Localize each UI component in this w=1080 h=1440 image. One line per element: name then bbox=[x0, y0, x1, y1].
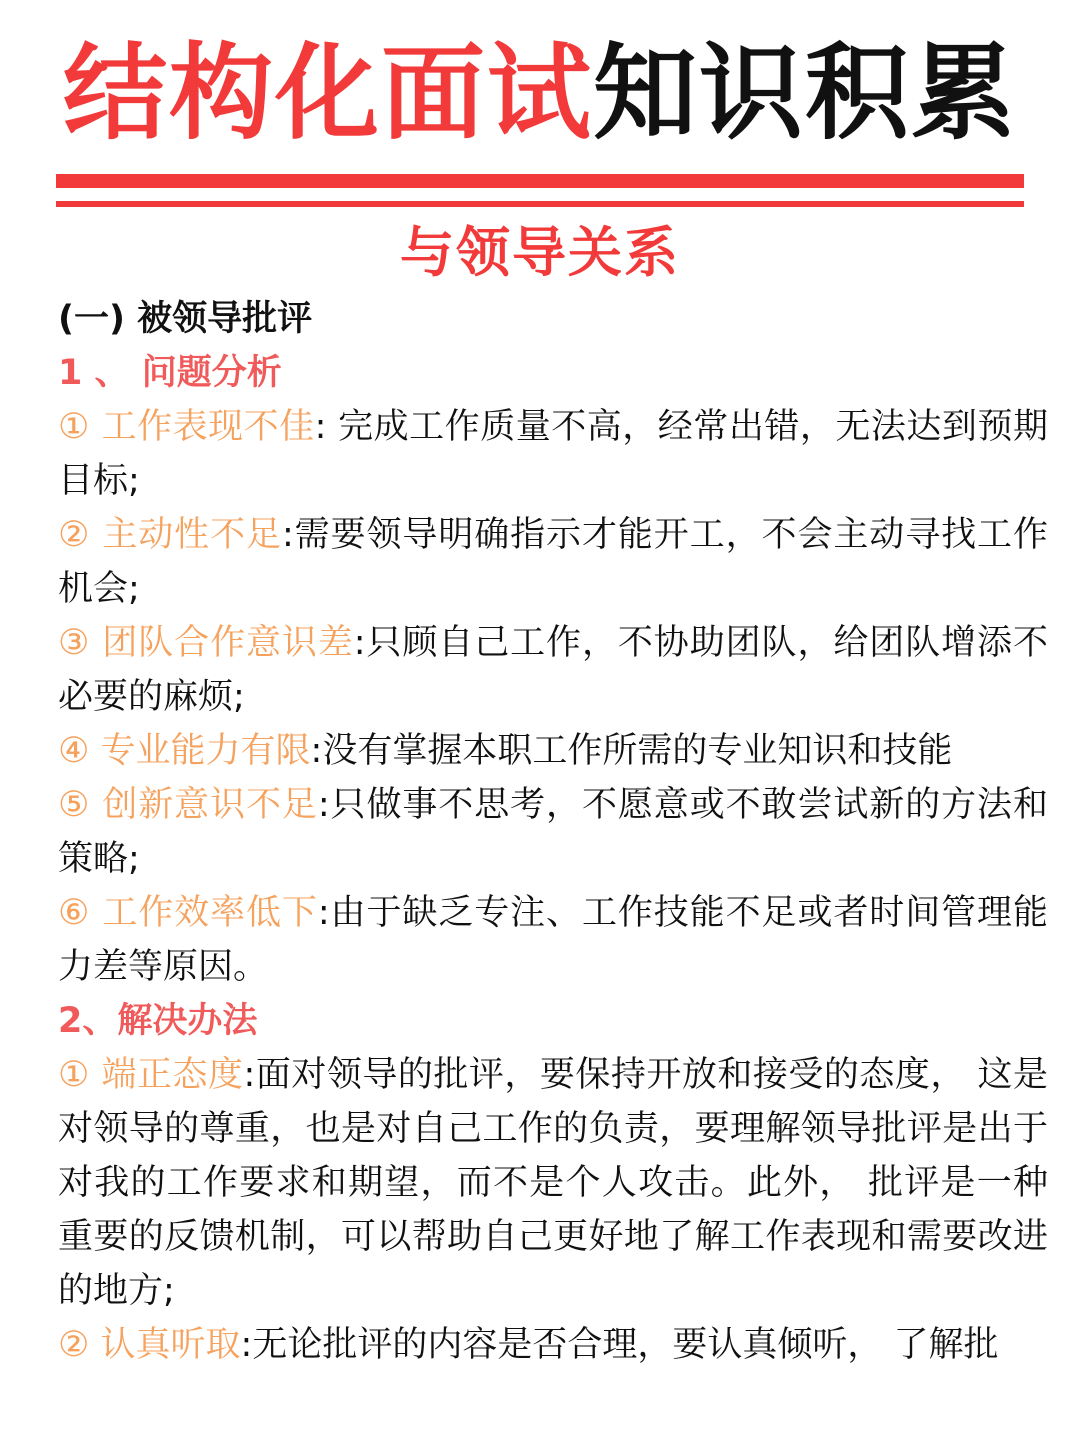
item-text: 由于缺乏专注、工作技能不足或者时间管理能力差等原因。 bbox=[58, 893, 1048, 987]
analysis-heading: 1 、 问题分析 bbox=[58, 353, 282, 393]
item-text: 完成工作质量不高，经常出错，无法达到预期目标; bbox=[58, 407, 1048, 501]
item-text: 只做事不思考，不愿意或不敢尝试新的方法和策略; bbox=[58, 785, 1048, 879]
item-number: ① bbox=[58, 1055, 90, 1095]
item-text: 面对领导的批评，要保持开放和接受的态度， 这是对领导的尊重，也是对自己工作的负责，要理解领导批评是出于对我的工作要求和期望，而不是个人攻击。此外， 批评是一种重要的反馈机制，可以帮助自己更好地了解工作表现和需要改进的地方; bbox=[58, 1055, 1048, 1311]
title-divider-thick bbox=[56, 174, 1024, 188]
item-keyword: 端正态度 bbox=[101, 1055, 244, 1095]
title-divider-thin bbox=[56, 201, 1024, 207]
item-colon: : bbox=[353, 623, 366, 663]
title-red-part: 结构化面试 bbox=[62, 32, 593, 154]
item-text: 只顾自己工作，不协助团队，给团队增添不必要的麻烦; bbox=[58, 623, 1048, 717]
item-text: 无论批评的内容是否合理，要认真倾听， 了解批 bbox=[252, 1325, 999, 1365]
solution-item bbox=[58, 1048, 1048, 1318]
analysis-item bbox=[58, 616, 1048, 724]
item-colon: : bbox=[243, 1055, 256, 1095]
item-number: ⑤ bbox=[58, 785, 91, 825]
section-heading: (一) 被领导批评 bbox=[58, 299, 313, 339]
analysis-item bbox=[58, 778, 1048, 886]
item-keyword: 工作效率低下 bbox=[102, 893, 318, 933]
analysis-item bbox=[58, 508, 1048, 616]
item-number: ① bbox=[58, 407, 90, 447]
item-colon: : bbox=[310, 731, 323, 771]
analysis-item bbox=[58, 724, 1048, 778]
analysis-item bbox=[58, 400, 1048, 508]
item-colon: : bbox=[317, 893, 330, 933]
item-keyword: 团队合作意识差 bbox=[102, 623, 354, 663]
item-colon: : bbox=[317, 785, 330, 825]
item-number: ④ bbox=[58, 731, 90, 771]
item-keyword: 工作表现不佳 bbox=[101, 407, 315, 447]
item-keyword: 认真听取 bbox=[100, 1325, 241, 1365]
title-black-part: 知识积累 bbox=[593, 32, 1018, 154]
item-text: 没有掌握本职工作所需的专业知识和技能 bbox=[322, 731, 953, 771]
item-keyword: 专业能力有限 bbox=[100, 731, 311, 771]
item-keyword: 创新意识不足 bbox=[102, 785, 318, 825]
item-keyword: 主动性不足 bbox=[102, 515, 282, 555]
solution-item bbox=[58, 1318, 1048, 1372]
analysis-item bbox=[58, 886, 1048, 994]
item-number: ③ bbox=[58, 623, 91, 663]
page-title bbox=[0, 28, 1080, 158]
item-colon: : bbox=[281, 515, 294, 555]
item-colon: : bbox=[314, 407, 327, 447]
content-body bbox=[58, 292, 1048, 1372]
item-number: ② bbox=[58, 515, 91, 555]
item-number: ② bbox=[58, 1325, 90, 1365]
solutions-heading: 2、解决办法 bbox=[58, 1001, 258, 1041]
topic-subtitle: 与领导关系 bbox=[400, 221, 680, 284]
item-colon: : bbox=[240, 1325, 253, 1365]
item-text: 需要领导明确指示才能开工，不会主动寻找工作机会; bbox=[58, 515, 1048, 609]
item-number: ⑥ bbox=[58, 893, 91, 933]
